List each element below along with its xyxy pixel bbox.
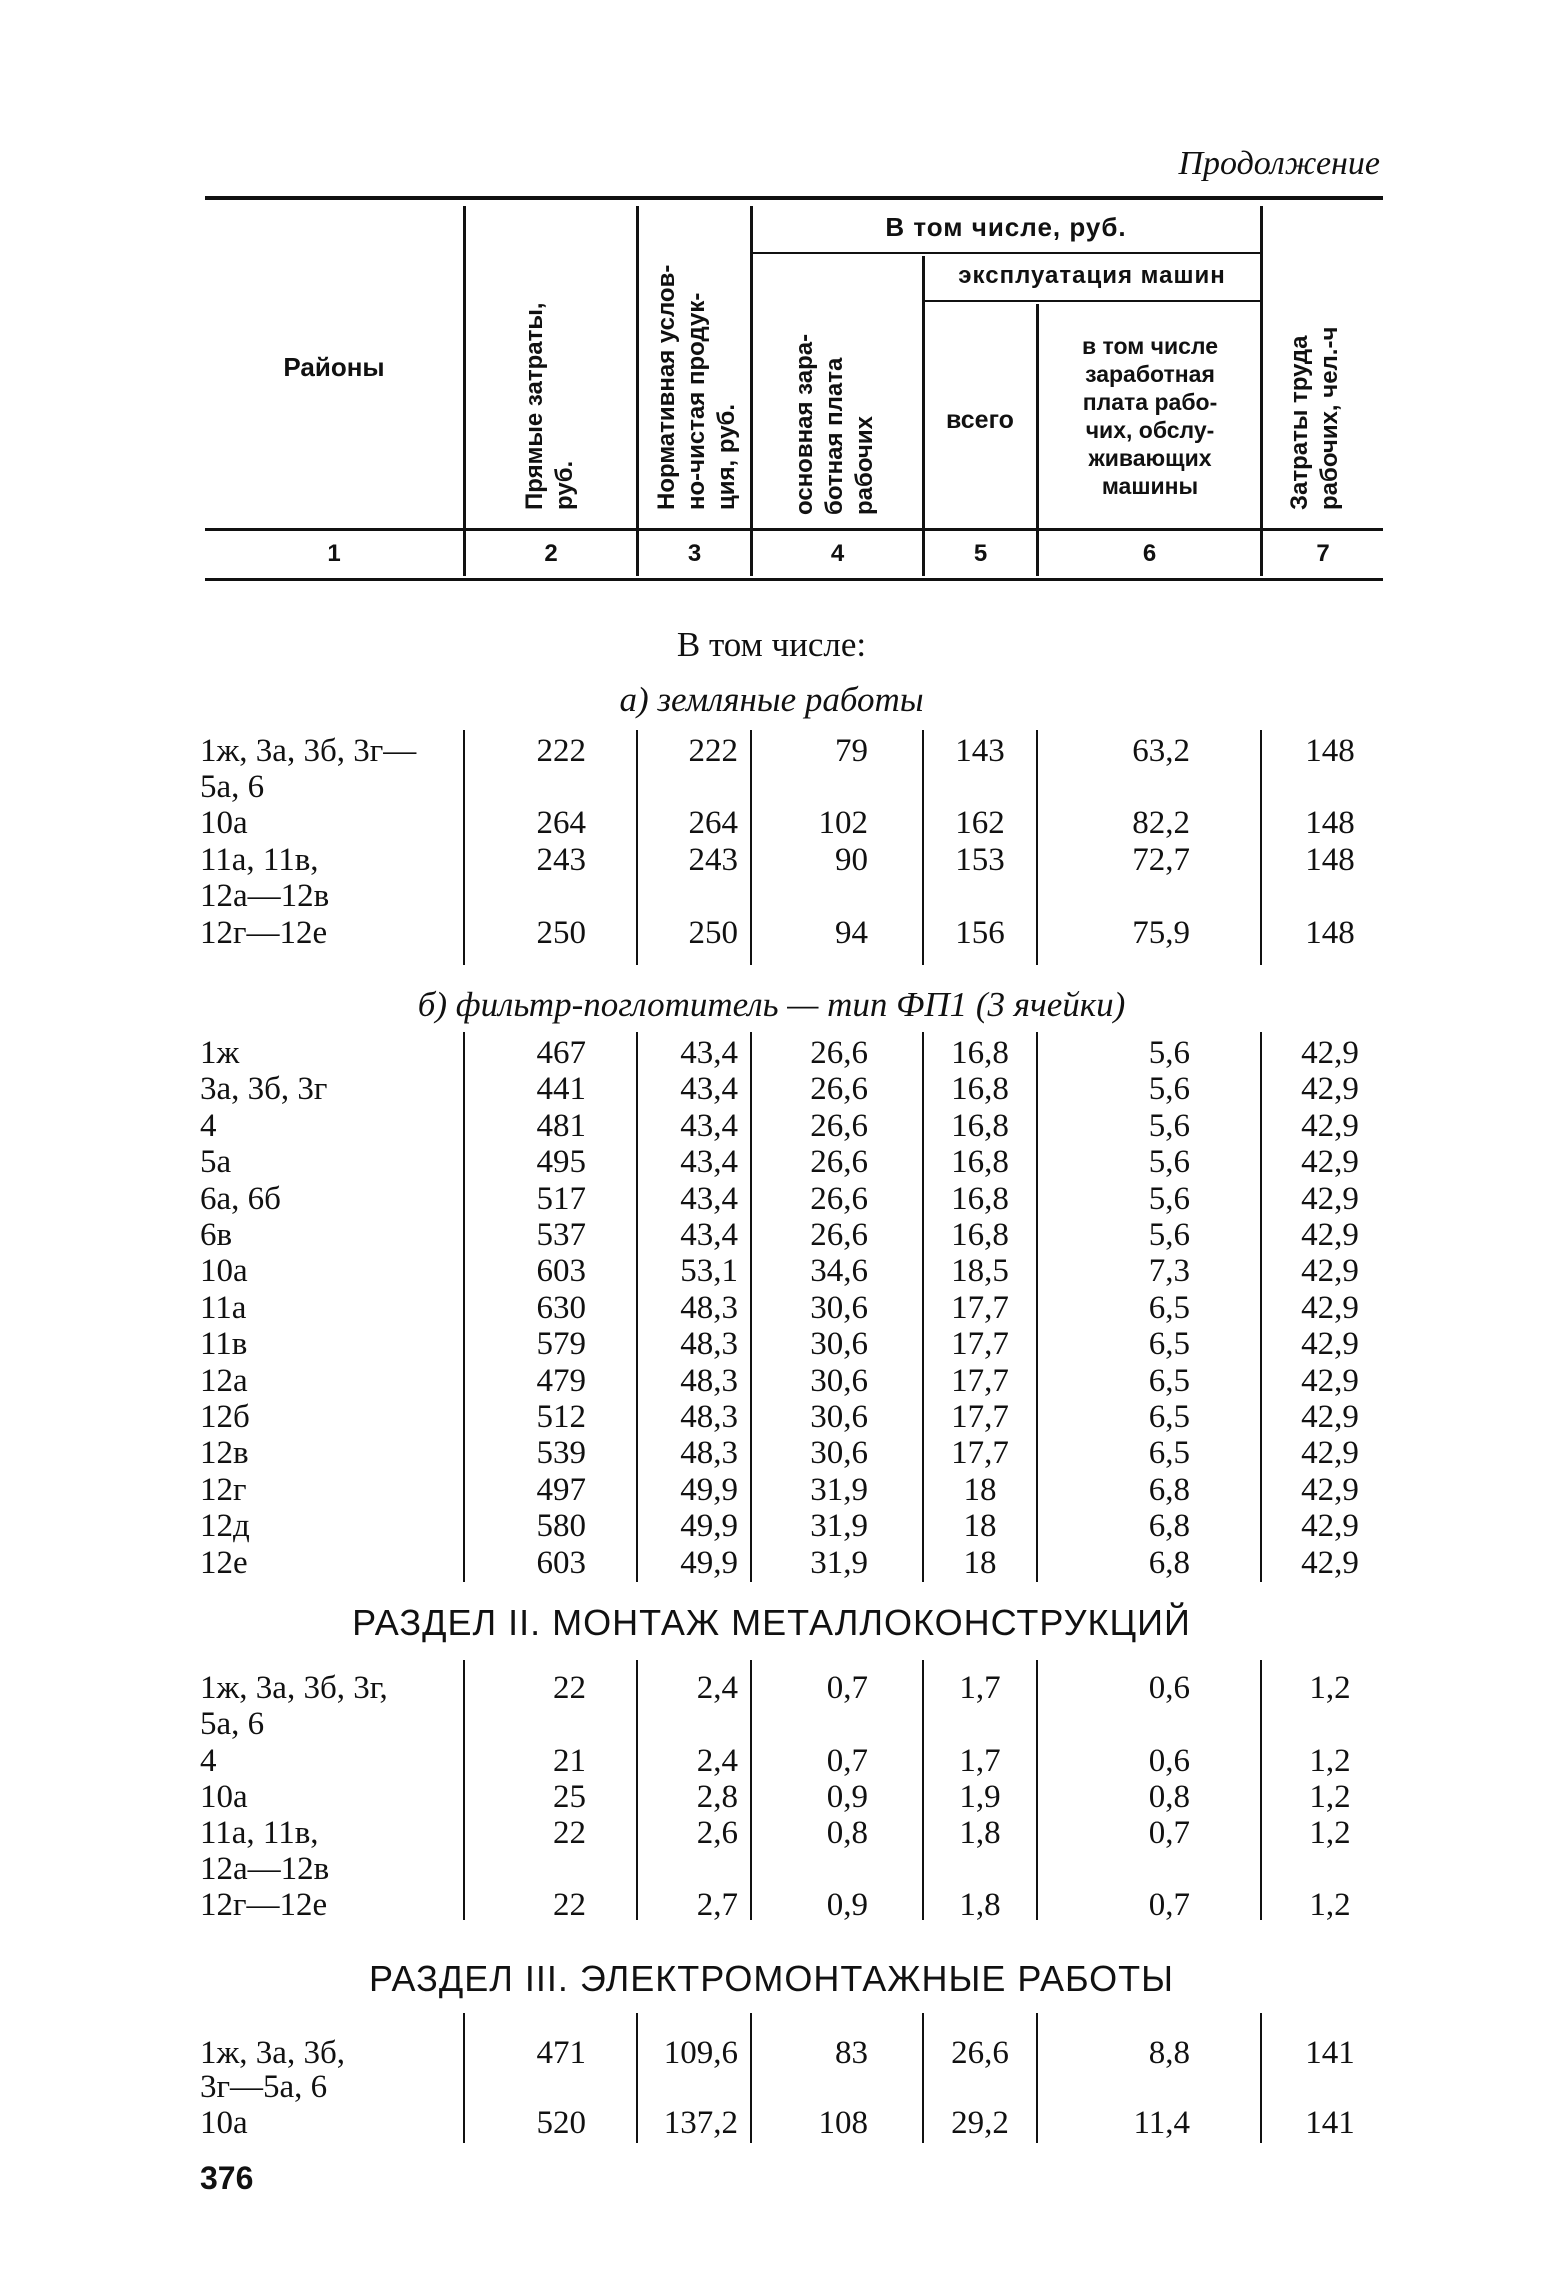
district-name: 11а, 11в, [200, 842, 319, 878]
cell-normative-production: 250 [688, 915, 738, 951]
cell-normative-production: 264 [688, 805, 738, 841]
cell-machine-total: 16,8 [951, 1180, 1009, 1217]
column-divider [1036, 1032, 1038, 1582]
cell-labor-costs: 42,9 [1301, 1107, 1359, 1144]
header-machine-wages-line5: живающих [1088, 445, 1212, 471]
cell-machine-wages: 6,5 [1148, 1399, 1190, 1435]
cell-normative-production: 43,4 [680, 1035, 738, 1071]
header-divider [750, 206, 753, 576]
cell-base-wages: 30,6 [810, 1362, 868, 1399]
cell-direct-costs: 580 [536, 1508, 586, 1545]
cell-labor-costs: 1,2 [1309, 1887, 1351, 1923]
column-divider [1260, 2013, 1262, 2143]
cell-machine-wages: 82,2 [1132, 805, 1190, 841]
cell-labor-costs: 148 [1305, 842, 1355, 878]
column-divider [922, 1660, 924, 1920]
cell-machine-wages: 0,6 [1148, 1743, 1190, 1779]
column-divider [1260, 730, 1262, 965]
district-name: 6в [200, 1217, 233, 1253]
district-name: 10а [200, 1779, 248, 1815]
district-name: 12а—12в [200, 1851, 330, 1887]
cell-direct-costs: 579 [536, 1326, 586, 1363]
cell-base-wages: 30,6 [810, 1326, 868, 1363]
district-name: 5а [200, 1144, 232, 1181]
cell-machine-wages: 8,8 [1148, 2035, 1190, 2071]
column-number: 6 [1142, 540, 1157, 567]
cell-direct-costs: 264 [536, 805, 586, 841]
cell-base-wages: 34,6 [810, 1253, 868, 1290]
section-ii-title: РАЗДЕЛ II. МОНТАЖ МЕТАЛЛОКОНСТРУКЦИЙ [352, 1602, 1191, 1643]
cell-machine-total: 162 [955, 805, 1005, 841]
cell-normative-production: 48,3 [680, 1362, 738, 1399]
cell-labor-costs: 1,2 [1309, 1815, 1351, 1851]
cell-machine-wages: 6,5 [1148, 1362, 1190, 1399]
cell-direct-costs: 603 [536, 1253, 586, 1290]
cell-normative-production: 48,3 [680, 1399, 738, 1435]
cell-normative-production: 2,4 [696, 1670, 738, 1706]
cell-labor-costs: 42,9 [1301, 1544, 1359, 1581]
cell-base-wages: 26,6 [810, 1144, 868, 1181]
header-normative-line1: Нормативная услов- [653, 264, 680, 510]
cell-machine-wages: 5,6 [1148, 1071, 1190, 1108]
cell-labor-costs: 42,9 [1301, 1508, 1359, 1545]
cell-normative-production: 2,6 [696, 1815, 738, 1851]
column-divider [1260, 1032, 1262, 1582]
header-divider [463, 206, 466, 576]
cell-machine-total: 156 [955, 915, 1005, 951]
cell-labor-costs: 141 [1305, 2035, 1355, 2071]
cell-labor-costs: 42,9 [1301, 1435, 1359, 1472]
cell-machine-wages: 5,6 [1148, 1144, 1190, 1181]
cell-labor-costs: 42,9 [1301, 1471, 1359, 1508]
cell-machine-wages: 0,7 [1148, 1815, 1190, 1851]
cell-direct-costs: 22 [553, 1815, 586, 1851]
header-direct-costs-line2: руб. [551, 460, 578, 510]
cell-direct-costs: 603 [536, 1544, 586, 1581]
header-labor-line2: рабочих, чел.-ч [1316, 326, 1343, 510]
district-name: 4 [200, 1743, 217, 1779]
header-base-wages-line2: ботная плата [821, 357, 848, 515]
cell-labor-costs: 42,9 [1301, 1217, 1359, 1253]
cell-direct-costs: 537 [536, 1217, 586, 1253]
cell-direct-costs: 520 [536, 2105, 586, 2141]
cell-labor-costs: 1,2 [1309, 1779, 1351, 1815]
column-numbers-row [0, 540, 1543, 570]
header-labor-costs [1285, 270, 1345, 510]
cell-direct-costs: 512 [536, 1399, 586, 1435]
cell-labor-costs: 148 [1305, 733, 1355, 769]
cell-machine-total: 16,8 [951, 1035, 1009, 1071]
header-divider [636, 206, 639, 576]
district-name: 11в [200, 1326, 248, 1363]
section-iii-title: РАЗДЕЛ III. ЭЛЕКТРОМОНТАЖНЫЕ РАБОТЫ [368, 1958, 1175, 1999]
cell-machine-total: 1,7 [959, 1670, 1001, 1706]
cell-normative-production: 49,9 [680, 1508, 738, 1545]
cell-machine-total: 26,6 [951, 2035, 1009, 2071]
header-divider [1260, 206, 1263, 576]
district-name: 3а, 3б, 3г [200, 1071, 328, 1108]
cell-direct-costs: 497 [536, 1471, 586, 1508]
district-name: 11а, 11в, [200, 1815, 319, 1851]
cell-machine-total: 18 [963, 1544, 997, 1581]
cell-machine-total: 17,7 [951, 1326, 1009, 1363]
cell-labor-costs: 42,9 [1301, 1399, 1359, 1435]
district-name: 3г—5а, 6 [200, 2069, 328, 2105]
cell-machine-wages: 5,6 [1148, 1035, 1190, 1071]
cell-direct-costs: 243 [536, 842, 586, 878]
column-divider [463, 1660, 465, 1920]
header-machine-wages-line4: чих, обслу- [1085, 417, 1215, 443]
header-direct-costs [520, 250, 580, 510]
cell-normative-production: 137,2 [663, 2105, 738, 2141]
cell-machine-wages: 5,6 [1148, 1217, 1190, 1253]
cell-labor-costs: 42,9 [1301, 1289, 1359, 1326]
cell-normative-production: 48,3 [680, 1326, 738, 1363]
cell-machine-wages: 0,7 [1148, 1887, 1190, 1923]
cell-machine-total: 29,2 [951, 2105, 1009, 2141]
column-number: 5 [973, 540, 988, 567]
district-name: 1ж, 3а, 3б, 3г, [200, 1670, 388, 1706]
cell-machine-wages: 0,8 [1148, 1779, 1190, 1815]
cell-labor-costs: 141 [1305, 2105, 1355, 2141]
district-name: 11а [200, 1289, 247, 1326]
column-divider [922, 1032, 924, 1582]
cell-base-wages: 79 [835, 733, 868, 769]
cell-direct-costs: 481 [536, 1107, 586, 1144]
column-divider [1036, 1660, 1038, 1920]
district-name: 12г—12е [200, 1887, 328, 1923]
cell-direct-costs: 441 [536, 1071, 586, 1108]
cell-machine-wages: 7,3 [1148, 1253, 1190, 1290]
cell-machine-wages: 6,5 [1148, 1326, 1190, 1363]
cell-base-wages: 94 [835, 915, 868, 951]
cell-base-wages: 83 [835, 2035, 868, 2071]
column-divider [922, 2013, 924, 2143]
cell-base-wages: 31,9 [810, 1544, 868, 1581]
cell-labor-costs: 42,9 [1301, 1035, 1359, 1071]
cell-normative-production: 43,4 [680, 1107, 738, 1144]
cell-normative-production: 43,4 [680, 1180, 738, 1217]
cell-labor-costs: 42,9 [1301, 1071, 1359, 1108]
cell-labor-costs: 1,2 [1309, 1670, 1351, 1706]
cell-base-wages: 31,9 [810, 1508, 868, 1545]
cell-machine-total: 18,5 [951, 1253, 1009, 1290]
district-name: 10а [200, 1253, 248, 1290]
cell-direct-costs: 222 [536, 733, 586, 769]
cell-base-wages: 0,9 [826, 1887, 868, 1923]
cell-direct-costs: 479 [536, 1362, 586, 1399]
column-divider [750, 730, 752, 965]
header-normative-line3: ция, руб. [713, 403, 740, 510]
cell-normative-production: 2,7 [696, 1887, 738, 1923]
subtitle-earthworks: а) земляные работы [619, 680, 924, 719]
cell-labor-costs: 1,2 [1309, 1743, 1351, 1779]
district-name: 1ж [200, 1035, 240, 1071]
cell-machine-total: 18 [963, 1508, 997, 1545]
column-divider [463, 730, 465, 965]
subtitle-filter-absorber: б) фильтр-поглотитель — тип ФП1 (3 ячейки) [417, 985, 1126, 1024]
cell-direct-costs: 22 [553, 1670, 586, 1706]
district-name: 1ж, 3а, 3б, [200, 2035, 345, 2071]
header-divider [1036, 304, 1039, 576]
cell-labor-costs: 148 [1305, 915, 1355, 951]
cell-base-wages: 0,7 [826, 1670, 868, 1706]
column-number: 1 [327, 540, 341, 567]
cell-normative-production: 243 [688, 842, 738, 878]
cell-base-wages: 26,6 [810, 1217, 868, 1253]
district-name: 10а [200, 805, 248, 841]
cell-labor-costs: 42,9 [1301, 1362, 1359, 1399]
header-machine-wages-line1: в том числе [1081, 333, 1219, 359]
cell-base-wages: 30,6 [810, 1399, 868, 1435]
cell-base-wages: 108 [818, 2105, 868, 2141]
column-divider [750, 1660, 752, 1920]
header-base-wages-line1: основная зара- [791, 333, 818, 515]
cell-direct-costs: 25 [553, 1779, 586, 1815]
cell-normative-production: 2,4 [696, 1743, 738, 1779]
cell-base-wages: 26,6 [810, 1071, 868, 1108]
cell-base-wages: 26,6 [810, 1035, 868, 1071]
cell-direct-costs: 517 [536, 1180, 586, 1217]
district-name: 5а, 6 [200, 769, 265, 805]
column-number: 3 [687, 540, 702, 567]
cell-normative-production: 109,6 [663, 2035, 738, 2071]
cell-direct-costs: 471 [536, 2035, 586, 2071]
cell-machine-total: 16,8 [951, 1217, 1009, 1253]
cell-normative-production: 53,1 [680, 1253, 738, 1290]
cell-machine-total: 18 [963, 1471, 997, 1508]
district-name: 1ж, 3а, 3б, 3г— [200, 733, 417, 769]
cell-machine-total: 17,7 [951, 1399, 1009, 1435]
cell-machine-wages: 6,8 [1148, 1471, 1190, 1508]
header-top-rule [205, 196, 1383, 200]
cell-labor-costs: 42,9 [1301, 1326, 1359, 1363]
district-name: 10а [200, 2105, 248, 2141]
header-labor-line1: Затраты труда [1286, 335, 1313, 510]
column-divider [463, 1032, 465, 1582]
cell-normative-production: 2,8 [696, 1779, 738, 1815]
column-divider [636, 730, 638, 965]
cell-machine-total: 16,8 [951, 1107, 1009, 1144]
cell-normative-production: 222 [688, 733, 738, 769]
cell-labor-costs: 42,9 [1301, 1180, 1359, 1217]
column-divider [750, 1032, 752, 1582]
column-number: 2 [544, 540, 558, 567]
column-divider [463, 2013, 465, 2143]
cell-base-wages: 26,6 [810, 1107, 868, 1144]
header-bottom-rule [205, 578, 1383, 581]
cell-machine-wages: 6,5 [1148, 1435, 1190, 1472]
district-name: 12е [200, 1544, 248, 1581]
cell-machine-wages: 72,7 [1132, 842, 1190, 878]
header-districts: Районы [283, 352, 385, 382]
cell-machine-wages: 6,5 [1148, 1289, 1190, 1326]
district-name: 12в [200, 1435, 249, 1472]
header-machine-wages [1040, 332, 1260, 500]
column-number: 7 [1316, 540, 1330, 567]
district-name: 12а [200, 1362, 248, 1399]
cell-machine-total: 17,7 [951, 1289, 1009, 1326]
header-total: всего [946, 406, 1014, 434]
page-number: 376 [200, 2160, 254, 2196]
including-label: В том числе: [676, 625, 867, 664]
column-divider [636, 2013, 638, 2143]
header-base-wages [790, 285, 880, 515]
cell-machine-total: 153 [955, 842, 1005, 878]
cell-direct-costs: 630 [536, 1289, 586, 1326]
group-rule [752, 252, 1260, 254]
cell-direct-costs: 495 [536, 1144, 586, 1181]
column-divider [1036, 2013, 1038, 2143]
cell-direct-costs: 250 [536, 915, 586, 951]
header-normative-line2: но-чистая продук- [683, 292, 710, 510]
cell-machine-total: 143 [955, 733, 1005, 769]
cell-base-wages: 102 [818, 805, 868, 841]
cell-machine-wages: 5,6 [1148, 1107, 1190, 1144]
header-machine-wages-line6: машины [1101, 473, 1199, 499]
column-divider [636, 1660, 638, 1920]
cell-machine-total: 1,8 [959, 1887, 1001, 1923]
cell-machine-total: 1,9 [959, 1779, 1001, 1815]
column-number: 4 [830, 540, 845, 567]
cell-labor-costs: 42,9 [1301, 1144, 1359, 1181]
cell-machine-total: 17,7 [951, 1362, 1009, 1399]
cell-base-wages: 26,6 [810, 1180, 868, 1217]
header-machine-wages-line2: заработная [1085, 361, 1215, 387]
district-name: 12г [200, 1471, 247, 1508]
cell-machine-total: 17,7 [951, 1435, 1009, 1472]
header-normative-production [652, 210, 742, 510]
continuation-label: Продолжение [1178, 145, 1380, 182]
cell-normative-production: 43,4 [680, 1144, 738, 1181]
cell-base-wages: 90 [835, 842, 868, 878]
cell-normative-production: 43,4 [680, 1071, 738, 1108]
district-name: 5а, 6 [200, 1706, 265, 1742]
cell-normative-production: 48,3 [680, 1435, 738, 1472]
cell-base-wages: 0,8 [826, 1815, 868, 1851]
cell-base-wages: 31,9 [810, 1471, 868, 1508]
subgroup-rule [924, 300, 1260, 302]
header-machine-wages-line3: плата рабо- [1082, 389, 1218, 415]
cell-direct-costs: 21 [553, 1743, 586, 1779]
cell-labor-costs: 148 [1305, 805, 1355, 841]
cell-normative-production: 43,4 [680, 1217, 738, 1253]
cell-direct-costs: 539 [536, 1435, 586, 1472]
district-name: 12а—12в [200, 878, 330, 914]
cell-machine-wages: 6,8 [1148, 1544, 1190, 1581]
cell-base-wages: 0,7 [826, 1743, 868, 1779]
header-base-wages-line3: рабочих [851, 416, 878, 515]
column-divider [750, 2013, 752, 2143]
cell-direct-costs: 22 [553, 1887, 586, 1923]
cell-machine-wages: 5,6 [1148, 1180, 1190, 1217]
header-group-including: В том числе, руб. [885, 212, 1127, 242]
cell-machine-wages: 0,6 [1148, 1670, 1190, 1706]
header-machine-operation: эксплуатация машин [958, 262, 1226, 289]
cell-normative-production: 49,9 [680, 1544, 738, 1581]
cell-machine-total: 1,7 [959, 1743, 1001, 1779]
district-name: 6а, 6б [200, 1180, 281, 1217]
column-divider [636, 1032, 638, 1582]
cell-machine-total: 1,8 [959, 1815, 1001, 1851]
cell-base-wages: 0,9 [826, 1779, 868, 1815]
cell-machine-wages: 11,4 [1133, 2105, 1190, 2141]
district-name: 12б [200, 1399, 250, 1435]
cell-machine-wages: 63,2 [1132, 733, 1190, 769]
district-name: 4 [200, 1107, 217, 1144]
cell-machine-wages: 75,9 [1132, 915, 1190, 951]
column-divider [1036, 730, 1038, 965]
district-name: 12г—12е [200, 915, 328, 951]
column-divider [1260, 1660, 1262, 1920]
cell-normative-production: 49,9 [680, 1471, 738, 1508]
district-name: 12д [200, 1508, 250, 1545]
cell-machine-total: 16,8 [951, 1144, 1009, 1181]
header-numbers-rule [205, 528, 1383, 531]
cell-normative-production: 48,3 [680, 1289, 738, 1326]
header-direct-costs-line1: Прямые затраты, [521, 302, 548, 510]
cell-machine-wages: 6,8 [1148, 1508, 1190, 1545]
cell-direct-costs: 467 [536, 1035, 586, 1071]
cell-base-wages: 30,6 [810, 1289, 868, 1326]
cell-base-wages: 30,6 [810, 1435, 868, 1472]
column-divider [922, 730, 924, 965]
cell-labor-costs: 42,9 [1301, 1253, 1359, 1290]
cell-machine-total: 16,8 [951, 1071, 1009, 1108]
